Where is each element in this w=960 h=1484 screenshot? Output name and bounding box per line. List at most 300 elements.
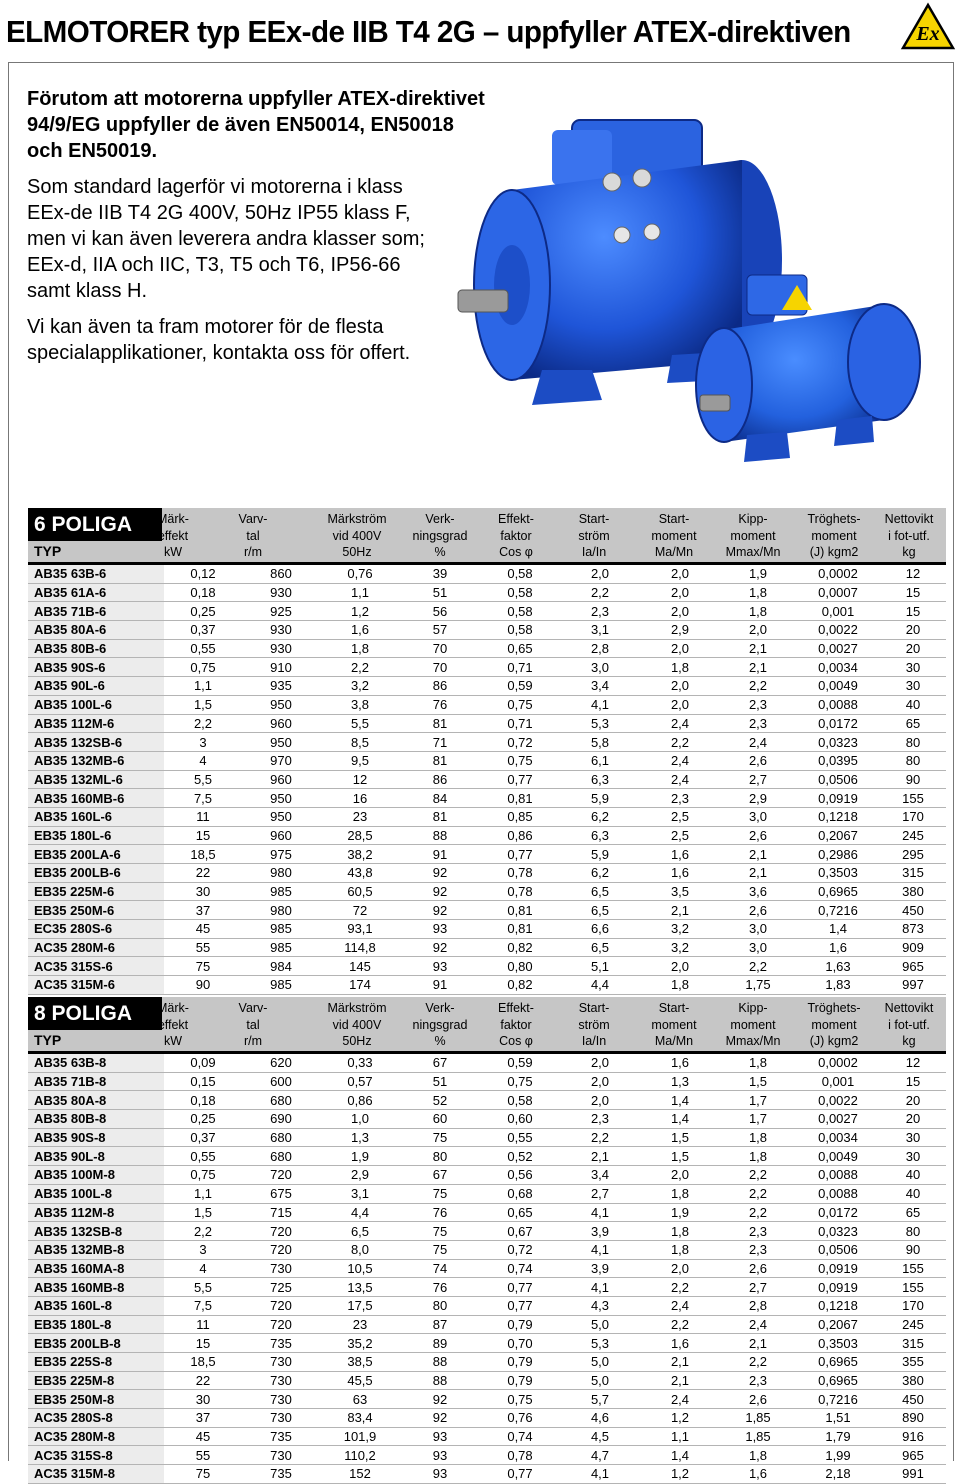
value-cell: 0,77 <box>480 1465 560 1484</box>
value-cell: 0,12 <box>164 565 242 583</box>
table-row <box>28 1353 946 1372</box>
value-cell: 20 <box>880 639 946 658</box>
table-row <box>28 1054 946 1072</box>
value-cell: 0,55 <box>480 1128 560 1147</box>
value-cell: 0,2986 <box>796 845 880 864</box>
value-cell: 4,4 <box>560 976 640 995</box>
value-cell: 22 <box>164 864 242 883</box>
value-cell: 0,0034 <box>796 658 880 677</box>
value-cell: 950 <box>242 807 320 826</box>
value-cell: 2,2 <box>640 1315 720 1334</box>
value-cell: 0,72 <box>480 733 560 752</box>
table-row <box>28 565 946 583</box>
value-cell: 75 <box>164 1465 242 1484</box>
value-cell: 355 <box>880 1353 946 1372</box>
value-cell: 0,0088 <box>796 1166 880 1185</box>
table-row <box>28 695 946 714</box>
value-cell: 910 <box>242 658 320 677</box>
column-header-line: r/m <box>243 1034 263 1048</box>
value-cell: 1,8 <box>720 1054 796 1072</box>
value-cell: 5,9 <box>560 845 640 864</box>
column-header-line: Varv- <box>238 512 268 526</box>
value-cell: 1,0 <box>320 1110 400 1129</box>
value-cell: 7,5 <box>164 789 242 808</box>
column-header <box>400 1000 480 1050</box>
column-header-line: Start- <box>578 512 610 526</box>
value-cell: 2,3 <box>560 1110 640 1129</box>
value-cell: 0,78 <box>480 1446 560 1465</box>
value-cell: 2,0 <box>640 695 720 714</box>
motor-type-cell: EB35 225M-6 <box>28 882 164 901</box>
value-cell: 1,1 <box>164 1184 242 1203</box>
value-cell: 30 <box>880 1147 946 1166</box>
value-cell: 2,3 <box>720 1240 796 1259</box>
value-cell: 92 <box>400 901 480 920</box>
value-cell: 0,86 <box>480 826 560 845</box>
motor-type-cell: AB35 90S-8 <box>28 1128 164 1147</box>
value-cell: 0,1218 <box>796 807 880 826</box>
value-cell: 0,0049 <box>796 677 880 696</box>
value-cell: 2,2 <box>720 957 796 976</box>
value-cell: 680 <box>242 1128 320 1147</box>
value-cell: 2,0 <box>640 1259 720 1278</box>
value-cell: 2,4 <box>640 1296 720 1315</box>
value-cell: 0,15 <box>164 1072 242 1091</box>
value-cell: 0,0027 <box>796 639 880 658</box>
value-cell: 2,3 <box>720 1371 796 1390</box>
value-cell: 735 <box>242 1427 320 1446</box>
value-cell: 1,3 <box>640 1072 720 1091</box>
value-cell: 675 <box>242 1184 320 1203</box>
motor-type-cell: AB35 90S-6 <box>28 658 164 677</box>
value-cell: 0,59 <box>480 677 560 696</box>
value-cell: 2,9 <box>320 1166 400 1185</box>
table-row <box>28 714 946 733</box>
intro-paragraph-3: Vi kan även ta fram motorer för de flesta specialapplikationer, kontakta oss för offert. <box>27 316 411 364</box>
value-cell: 81 <box>400 714 480 733</box>
value-cell: 6,3 <box>560 770 640 789</box>
value-cell: 1,1 <box>320 583 400 602</box>
value-cell: 35,2 <box>320 1334 400 1353</box>
value-cell: 11 <box>164 807 242 826</box>
value-cell: 0,82 <box>480 938 560 957</box>
table-header <box>28 997 946 1054</box>
motor-type-cell: AB35 132SB-6 <box>28 733 164 752</box>
value-cell: 950 <box>242 733 320 752</box>
motor-type-cell: AB35 90L-8 <box>28 1147 164 1166</box>
value-cell: 991 <box>880 1465 946 1484</box>
value-cell: 2,1 <box>640 901 720 920</box>
value-cell: 620 <box>242 1054 320 1072</box>
table-row <box>28 1184 946 1203</box>
value-cell: 1,4 <box>640 1110 720 1129</box>
value-cell: 93 <box>400 1465 480 1484</box>
column-header-line: faktor <box>500 1017 532 1032</box>
value-cell: 93,1 <box>320 920 400 939</box>
value-cell: 3 <box>164 1240 242 1259</box>
value-cell: 16 <box>320 789 400 808</box>
value-cell: 1,9 <box>320 1147 400 1166</box>
value-cell: 18,5 <box>164 1353 242 1372</box>
value-cell: 380 <box>880 1371 946 1390</box>
value-cell: 15 <box>880 1072 946 1091</box>
value-cell: 1,8 <box>640 1222 720 1241</box>
value-cell: 3,4 <box>560 1166 640 1185</box>
column-header <box>869 511 949 561</box>
column-header-line: kg <box>902 1034 916 1048</box>
value-cell: 4,1 <box>560 1240 640 1259</box>
motor-type-cell: AB35 160L-6 <box>28 807 164 826</box>
column-header <box>400 511 480 561</box>
value-cell: 909 <box>880 938 946 957</box>
value-cell: 1,6 <box>640 1054 720 1072</box>
value-cell: 0,55 <box>164 639 242 658</box>
table-row <box>28 1315 946 1334</box>
value-cell: 93 <box>400 957 480 976</box>
column-header <box>476 511 556 561</box>
value-cell: 2,0 <box>560 1072 640 1091</box>
type-column-header: TYP <box>34 543 62 559</box>
value-cell: 67 <box>400 1054 480 1072</box>
table-row <box>28 807 946 826</box>
value-cell: 2,3 <box>720 695 796 714</box>
value-cell: 730 <box>242 1371 320 1390</box>
motor-type-cell: AC35 280M-8 <box>28 1427 164 1446</box>
value-cell: 2,1 <box>720 845 796 864</box>
value-cell: 2,2 <box>640 733 720 752</box>
value-cell: 2,1 <box>720 639 796 658</box>
value-cell: 23 <box>320 1315 400 1334</box>
motor-type-cell: AC35 315S-6 <box>28 957 164 976</box>
value-cell: 67 <box>400 1166 480 1185</box>
value-cell: 730 <box>242 1259 320 1278</box>
value-cell: 6,1 <box>560 751 640 770</box>
column-header-line: kW <box>163 1034 183 1048</box>
value-cell: 1,5 <box>640 1128 720 1147</box>
value-cell: 2,3 <box>720 1222 796 1241</box>
column-header-line: Ma/Mn <box>654 1034 694 1048</box>
motor-type-cell: EC35 280S-6 <box>28 920 164 939</box>
atex-ex-logo <box>900 2 956 52</box>
motor-type-cell: AC35 280M-6 <box>28 938 164 957</box>
value-cell: 93 <box>400 1427 480 1446</box>
column-header-line: (J) kgm2 <box>809 1034 859 1048</box>
table-row <box>28 1334 946 1353</box>
value-cell: 0,59 <box>480 1054 560 1072</box>
value-cell: 0,0172 <box>796 1203 880 1222</box>
table-row <box>28 1072 946 1091</box>
column-header-line: Kipp- <box>738 1001 768 1015</box>
table-row <box>28 1203 946 1222</box>
value-cell: 0,0022 <box>796 1091 880 1110</box>
value-cell: 74 <box>400 1259 480 1278</box>
value-cell: 0,71 <box>480 658 560 677</box>
value-cell: 30 <box>164 882 242 901</box>
value-cell: 2,2 <box>720 1203 796 1222</box>
value-cell: 11 <box>164 1315 242 1334</box>
column-header-line: Kipp- <box>738 512 768 526</box>
value-cell: 1,8 <box>640 1184 720 1203</box>
column-header-line: kg <box>902 545 916 559</box>
column-header <box>476 1000 556 1050</box>
value-cell: 155 <box>880 789 946 808</box>
value-cell: 76 <box>400 695 480 714</box>
value-cell: 0,81 <box>480 920 560 939</box>
value-cell: 2,8 <box>720 1296 796 1315</box>
value-cell: 0,77 <box>480 1296 560 1315</box>
motor-type-cell: AB35 80B-8 <box>28 1110 164 1129</box>
value-cell: 0,58 <box>480 565 560 583</box>
value-cell: 0,0022 <box>796 621 880 640</box>
value-cell: 75 <box>400 1222 480 1241</box>
value-cell: 2,3 <box>640 789 720 808</box>
value-cell: 935 <box>242 677 320 696</box>
motor-type-cell: AB35 90L-6 <box>28 677 164 696</box>
value-cell: 1,6 <box>640 845 720 864</box>
value-cell: 2,0 <box>640 565 720 583</box>
value-cell: 1,3 <box>320 1128 400 1147</box>
table-row <box>28 1465 946 1484</box>
table-row <box>28 602 946 621</box>
value-cell: 20 <box>880 1091 946 1110</box>
value-cell: 2,1 <box>560 1147 640 1166</box>
value-cell: 114,8 <box>320 938 400 957</box>
value-cell: 5,0 <box>560 1371 640 1390</box>
value-cell: 600 <box>242 1072 320 1091</box>
value-cell: 1,5 <box>720 1072 796 1091</box>
motor-type-cell: AC35 280S-8 <box>28 1409 164 1428</box>
value-cell: 170 <box>880 807 946 826</box>
value-cell: 15 <box>164 1334 242 1353</box>
value-cell: 56 <box>400 602 480 621</box>
value-cell: 1,6 <box>640 864 720 883</box>
table-row <box>28 1110 946 1129</box>
value-cell: 37 <box>164 901 242 920</box>
value-cell: 10,5 <box>320 1259 400 1278</box>
column-header-line: 50Hz <box>342 545 372 559</box>
value-cell: 30 <box>880 658 946 677</box>
svg-text:Ex: Ex <box>916 23 940 45</box>
value-cell: 680 <box>242 1091 320 1110</box>
motor-type-cell: AB35 132MB-8 <box>28 1240 164 1259</box>
value-cell: 680 <box>242 1147 320 1166</box>
value-cell: 4,5 <box>560 1427 640 1446</box>
value-cell: 0,75 <box>480 695 560 714</box>
value-cell: 720 <box>242 1296 320 1315</box>
value-cell: 80 <box>400 1147 480 1166</box>
value-cell: 65 <box>880 1203 946 1222</box>
value-cell: 2,0 <box>640 602 720 621</box>
value-cell: 72 <box>320 901 400 920</box>
value-cell: 0,58 <box>480 583 560 602</box>
value-cell: 1,6 <box>720 1465 796 1484</box>
value-cell: 4,1 <box>560 1278 640 1297</box>
motor-type-cell: AB35 63B-8 <box>28 1054 164 1072</box>
value-cell: 0,0919 <box>796 789 880 808</box>
value-cell: 0,81 <box>480 789 560 808</box>
value-cell: 6,5 <box>560 882 640 901</box>
column-header-line: Tröghets- <box>807 1001 861 1015</box>
motor-type-cell: AB35 80B-6 <box>28 639 164 658</box>
value-cell: 12 <box>320 770 400 789</box>
value-cell: 0,0088 <box>796 1184 880 1203</box>
column-header-line: ström <box>578 1017 610 1032</box>
value-cell: 2,0 <box>640 1166 720 1185</box>
column-header-line: Nettovikt <box>884 512 934 526</box>
value-cell: 730 <box>242 1390 320 1409</box>
value-cell: 0,79 <box>480 1371 560 1390</box>
column-header-line: Märk- <box>157 512 189 526</box>
value-cell: 0,0919 <box>796 1278 880 1297</box>
value-cell: 2,2 <box>560 583 640 602</box>
value-cell: 1,5 <box>640 1147 720 1166</box>
value-cell: 6,5 <box>560 901 640 920</box>
value-cell: 2,6 <box>720 826 796 845</box>
value-cell: 52 <box>400 1091 480 1110</box>
value-cell: 84 <box>400 789 480 808</box>
value-cell: 45 <box>164 920 242 939</box>
table-row <box>28 1296 946 1315</box>
column-header-line: Cos φ <box>499 1034 533 1048</box>
table-row <box>28 1278 946 1297</box>
table-row <box>28 770 946 789</box>
value-cell: 3,2 <box>320 677 400 696</box>
value-cell: 1,8 <box>640 976 720 995</box>
table-row <box>28 1427 946 1446</box>
value-cell: 0,6965 <box>796 1353 880 1372</box>
value-cell: 3,2 <box>640 938 720 957</box>
value-cell: 38,5 <box>320 1353 400 1372</box>
motor-type-cell: AC35 315S-8 <box>28 1446 164 1465</box>
value-cell: 1,2 <box>640 1409 720 1428</box>
value-cell: 2,6 <box>720 751 796 770</box>
value-cell: 1,51 <box>796 1409 880 1428</box>
value-cell: 0,001 <box>796 602 880 621</box>
value-cell: 4,1 <box>560 695 640 714</box>
value-cell: 315 <box>880 1334 946 1353</box>
value-cell: 7,5 <box>164 1296 242 1315</box>
value-cell: 2,8 <box>560 639 640 658</box>
motor-type-cell: AB35 112M-8 <box>28 1203 164 1222</box>
column-header <box>213 1000 293 1050</box>
value-cell: 1,4 <box>796 920 880 939</box>
column-header <box>794 1000 874 1050</box>
motor-type-cell: EB35 200LA-6 <box>28 845 164 864</box>
column-header-line: Märkström <box>327 1001 387 1015</box>
value-cell: 93 <box>400 920 480 939</box>
value-cell: 39 <box>400 565 480 583</box>
value-cell: 0,81 <box>480 901 560 920</box>
value-cell: 0,86 <box>320 1091 400 1110</box>
table-row <box>28 938 946 957</box>
value-cell: 1,7 <box>720 1110 796 1129</box>
value-cell: 87 <box>400 1315 480 1334</box>
value-cell: 245 <box>880 826 946 845</box>
value-cell: 2,2 <box>320 658 400 677</box>
value-cell: 4,1 <box>560 1203 640 1222</box>
value-cell: 950 <box>242 695 320 714</box>
motor-type-cell: AB35 63B-6 <box>28 565 164 583</box>
column-header-line: Start- <box>658 1001 690 1015</box>
value-cell: 985 <box>242 882 320 901</box>
table-row <box>28 1128 946 1147</box>
value-cell: 4 <box>164 751 242 770</box>
value-cell: 1,8 <box>720 1128 796 1147</box>
column-header-line: moment <box>651 528 697 543</box>
column-header <box>133 1000 213 1050</box>
motor-type-cell: AB35 80A-8 <box>28 1091 164 1110</box>
motor-type-cell: AB35 71B-6 <box>28 602 164 621</box>
value-cell: 2,0 <box>560 565 640 583</box>
table-header <box>28 508 946 565</box>
column-header <box>317 1000 397 1050</box>
column-header-line: Tröghets- <box>807 512 861 526</box>
value-cell: 715 <box>242 1203 320 1222</box>
value-cell: 0,7216 <box>796 901 880 920</box>
value-cell: 71 <box>400 733 480 752</box>
value-cell: 735 <box>242 1334 320 1353</box>
value-cell: 2,0 <box>640 957 720 976</box>
column-header-line: Cos φ <box>499 545 533 559</box>
value-cell: 0,75 <box>164 1166 242 1185</box>
value-cell: 3,6 <box>720 882 796 901</box>
value-cell: 2,3 <box>560 602 640 621</box>
value-cell: 873 <box>880 920 946 939</box>
value-cell: 1,7 <box>720 1091 796 1110</box>
table-row <box>28 677 946 696</box>
value-cell: 890 <box>880 1409 946 1428</box>
value-cell: 960 <box>242 770 320 789</box>
value-cell: 3,9 <box>560 1222 640 1241</box>
value-cell: 0,3503 <box>796 864 880 883</box>
value-cell: 5,3 <box>560 714 640 733</box>
table-row <box>28 864 946 883</box>
value-cell: 0,76 <box>480 1409 560 1428</box>
value-cell: 0,2067 <box>796 1315 880 1334</box>
value-cell: 30 <box>164 1390 242 1409</box>
motor-type-cell: AB35 160MA-8 <box>28 1259 164 1278</box>
column-header-line: Varv- <box>238 1001 268 1015</box>
value-cell: 4,3 <box>560 1296 640 1315</box>
value-cell: 80 <box>880 751 946 770</box>
value-cell: 13,5 <box>320 1278 400 1297</box>
column-header-line: Märkström <box>327 512 387 526</box>
value-cell: 2,7 <box>720 770 796 789</box>
value-cell: 2,1 <box>640 1353 720 1372</box>
value-cell: 60,5 <box>320 882 400 901</box>
value-cell: 4 <box>164 1259 242 1278</box>
value-cell: 3,4 <box>560 677 640 696</box>
value-cell: 2,1 <box>720 658 796 677</box>
value-cell: 75 <box>164 957 242 976</box>
table-row <box>28 1147 946 1166</box>
value-cell: 90 <box>880 1240 946 1259</box>
column-header-line: Effekt- <box>498 512 534 526</box>
motor-type-cell: AB35 160MB-8 <box>28 1278 164 1297</box>
column-header-line: Start- <box>578 1001 610 1015</box>
value-cell: 720 <box>242 1315 320 1334</box>
value-cell: 916 <box>880 1427 946 1446</box>
column-header-line: ningsgrad <box>412 1017 468 1032</box>
value-cell: 86 <box>400 770 480 789</box>
value-cell: 37 <box>164 1409 242 1428</box>
value-cell: 0,67 <box>480 1222 560 1241</box>
value-cell: 80 <box>400 1296 480 1315</box>
value-cell: 2,1 <box>720 864 796 883</box>
value-cell: 3,1 <box>320 1184 400 1203</box>
value-cell: 0,18 <box>164 583 242 602</box>
value-cell: 1,4 <box>640 1091 720 1110</box>
